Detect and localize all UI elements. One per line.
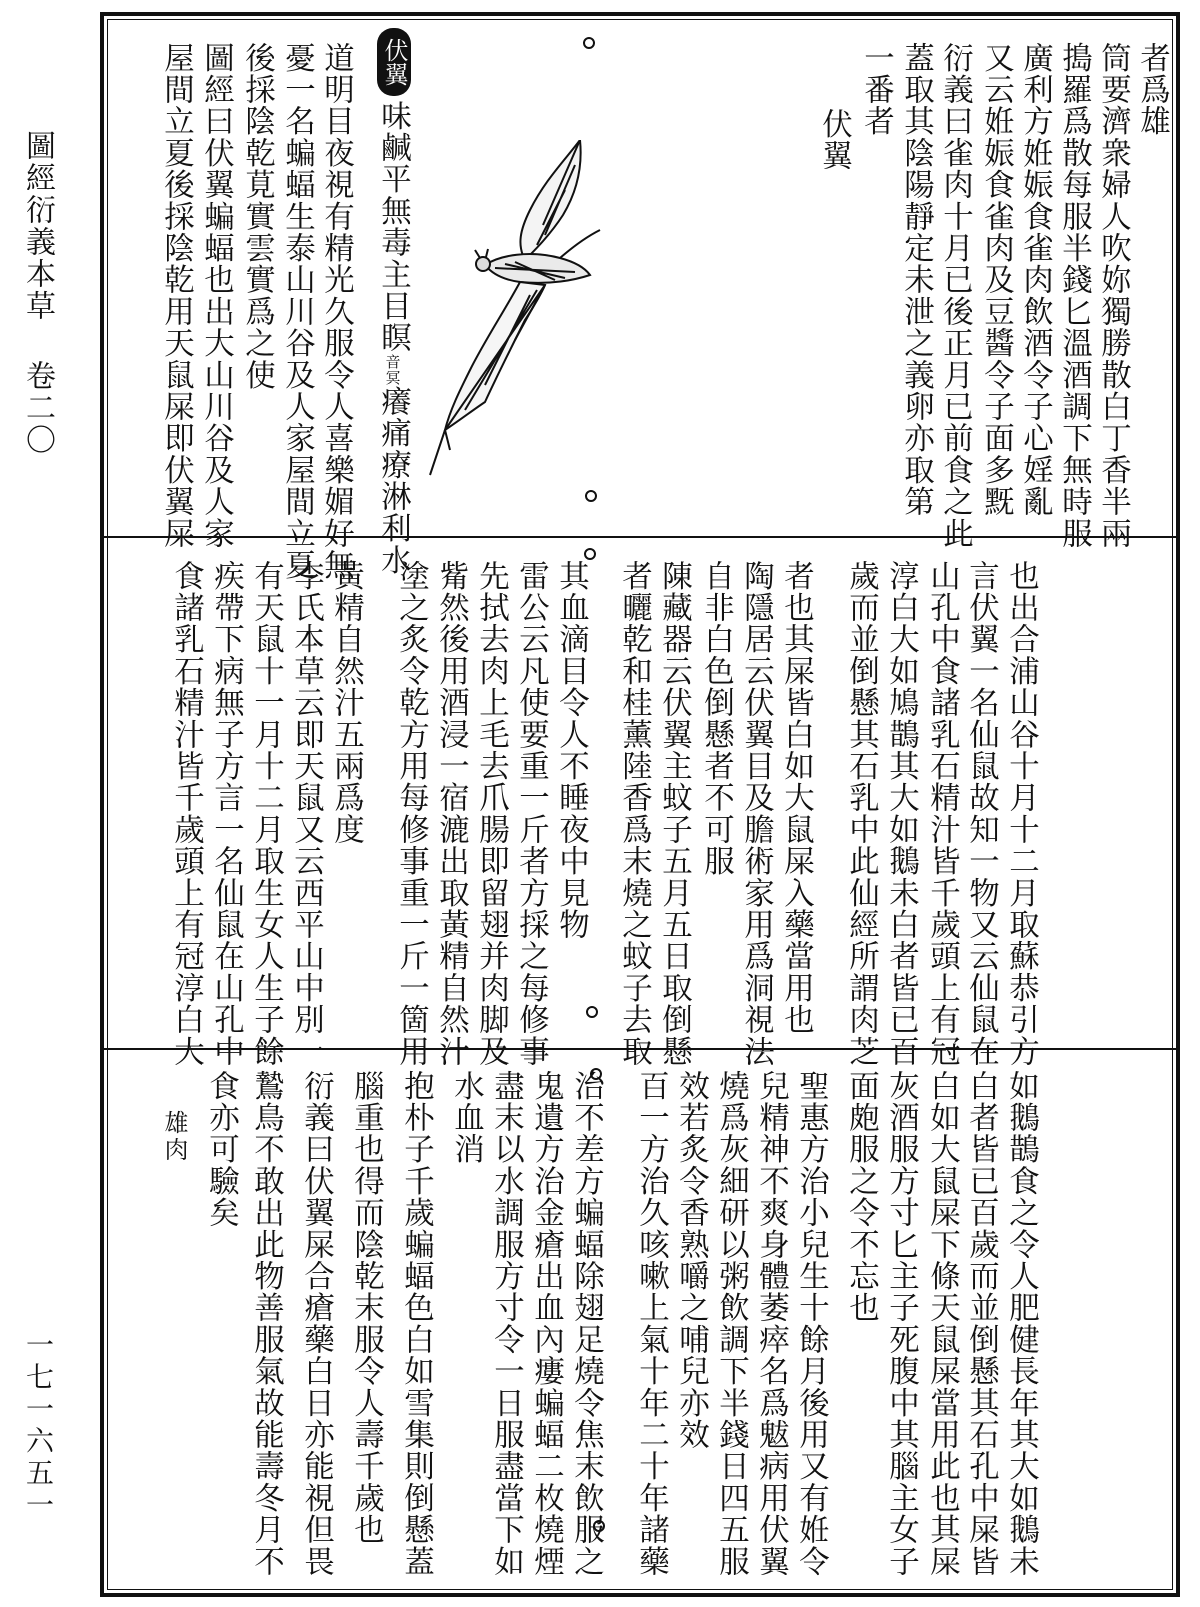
text-column: 者也其屎皆白如大鼠屎入藥當用也 [778,560,814,1036]
text-column: 衍義曰雀肉十月已後正月已前食之此 [937,42,973,550]
circle-mark [583,37,595,49]
text-column: 百一方治久咳嗽上氣十年二十年諸藥 [633,1070,669,1578]
subheading-column: 雄肉 [160,1110,188,1164]
text-column: 自非白色倒懸者不可服 [698,560,734,877]
text-column: 廣利方姙娠食雀肉飲酒令子心婬亂 [1017,42,1053,518]
text-column: 山孔中食諸乳石精汁皆千歲頭上有冠 [924,560,960,1068]
text-column: 憂一名蝙蝠生泰山川谷及人家屋間立夏 [279,42,315,581]
text-column: 效若炙令香熟嚼之哺兒亦效 [673,1070,709,1451]
section-divider-1 [100,536,1180,538]
circle-mark [584,548,596,560]
text-column: 鬼遺方治金瘡出血內瘻蝙蝠二枚燒煙 [528,1070,564,1578]
text-column: 言伏翼一名仙鼠故知一物又云仙鼠在 [963,560,999,1068]
text-column: 圖經曰伏翼蝙蝠也出大山川谷及人家 [198,42,234,550]
text-segment: 癢痛療淋利水 [375,385,411,576]
text-column: 兒精神不爽身體萎瘁名爲魃病用伏翼 [753,1070,789,1578]
herb-name-tag: 伏翼 [377,28,411,96]
text-column: 食亦可驗矣 [203,1070,239,1229]
text-column: 食諸乳石精汁皆千歲頭上有冠淳白大 [168,560,204,1068]
circle-mark [586,1006,598,1018]
text-column: 也出合浦山谷十月十二月取蘇恭引方 [1003,560,1039,1068]
bat-illustration [425,140,625,480]
text-column: 疾帶下病無子方言一名仙鼠在山孔中 [208,560,244,1068]
volume-label: 卷二〇 [20,360,55,456]
text-column: 屋間立夏後採陰乾用天鼠屎即伏翼屎 [158,42,194,550]
text-column: 白如大鼠屎下條天鼠屎當用此也其屎 [924,1070,960,1578]
text-column: 有天鼠十一月十二月取生女人生子餘 [248,560,284,1068]
page-number: 一七一六五一 [22,1330,55,1522]
text-column: 後採陰乾莧實雲實爲之使 [239,42,275,391]
text-column: 歲而並倒懸其石乳中此仙經所謂肉芝 [843,560,879,1068]
text-segment: 味鹹平無毒主目瞑 [375,100,411,354]
text-column: 白者皆已百歲而並倒懸其石孔中屎皆 [963,1070,999,1578]
text-column: 塗之炙令乾方用每修事重一斤一箇用 [393,560,429,1068]
text-column: 抱朴子千歲蝙蝠色白如雪集則倒懸蓋 [398,1070,434,1578]
illustration-caption: 伏翼 [816,108,852,172]
text-column: 者曬乾和桂薰陸香爲末燒之蚊子去取 [616,560,652,1068]
text-column: 灰酒服方寸匕主子死腹中其腦主女子 [883,1070,919,1578]
text-column: 觜然後用酒浸一宿漉出取黃精自然汁 [433,560,469,1068]
text-column: 者爲雄 [1134,42,1170,138]
text-column: 如鵝鵲食之令人肥健長年其大如鵝未 [1003,1070,1039,1578]
text-column: 道明目夜視有精光久服令人喜樂媚好無 [318,42,354,581]
text-column: 鷙鳥不敢出此物善服氣故能壽冬月不 [248,1070,284,1578]
text-column: 衍義曰伏翼屎合瘡藥白日亦能視但畏 [298,1070,334,1578]
text-column [375,100,411,576]
text-column: 陶隱居云伏翼目及膽術家用爲洞視法 [738,560,774,1068]
text-column: 蓋取其陰陽靜定未泄之義卵亦取第 [898,42,934,518]
text-column: 淳白大如鳩鵲其大如鵝未白者皆已百 [883,560,919,1068]
text-column: 一番者 [858,42,894,138]
text-column: 其血滴目令人不睡夜中見物 [553,560,589,941]
book-title: 圖經衍義本草 [20,130,55,322]
text-column: 水血消 [448,1070,484,1166]
text-column: 聖惠方治小兒生十餘月後用又有姙令 [793,1070,829,1578]
text-column: 雷公云凡使要重一斤者方採之每修事 [513,560,549,1068]
text-column: 面皰服之令不忘也 [843,1070,879,1324]
text-column: 又云姙娠食雀肉及豆醬令子面多黖 [978,42,1014,518]
text-column: 先拭去肉上毛去爪腸即留翅并肉脚及 [473,560,509,1068]
text-column: 盡末以水調服方寸令一日服盡當下如 [488,1070,524,1578]
circle-mark [585,490,597,502]
text-column: 燒爲灰細研以粥飲調下半錢日四五服 [713,1070,749,1578]
text-column: 李氏本草云即天鼠又云西平山中別一 [288,560,324,1068]
text-column: 腦重也得而陰乾末服令人壽千歲也 [348,1070,384,1546]
text-column: 陳藏器云伏翼主蚊子五月五日取倒懸 [656,560,692,1068]
text-column: 治不差方蝙蝠除翅足燒令焦末飲服之 [568,1070,604,1578]
text-column: 黃精自然汁五兩爲度 [328,560,364,846]
text-column: 筒要濟衆婦人吹妳獨勝散白丁香半兩 [1095,42,1131,550]
annotation-note: 音冥 [383,353,402,386]
text-column: 搗羅爲散每服半錢匕溫酒調下無時服 [1056,42,1092,550]
